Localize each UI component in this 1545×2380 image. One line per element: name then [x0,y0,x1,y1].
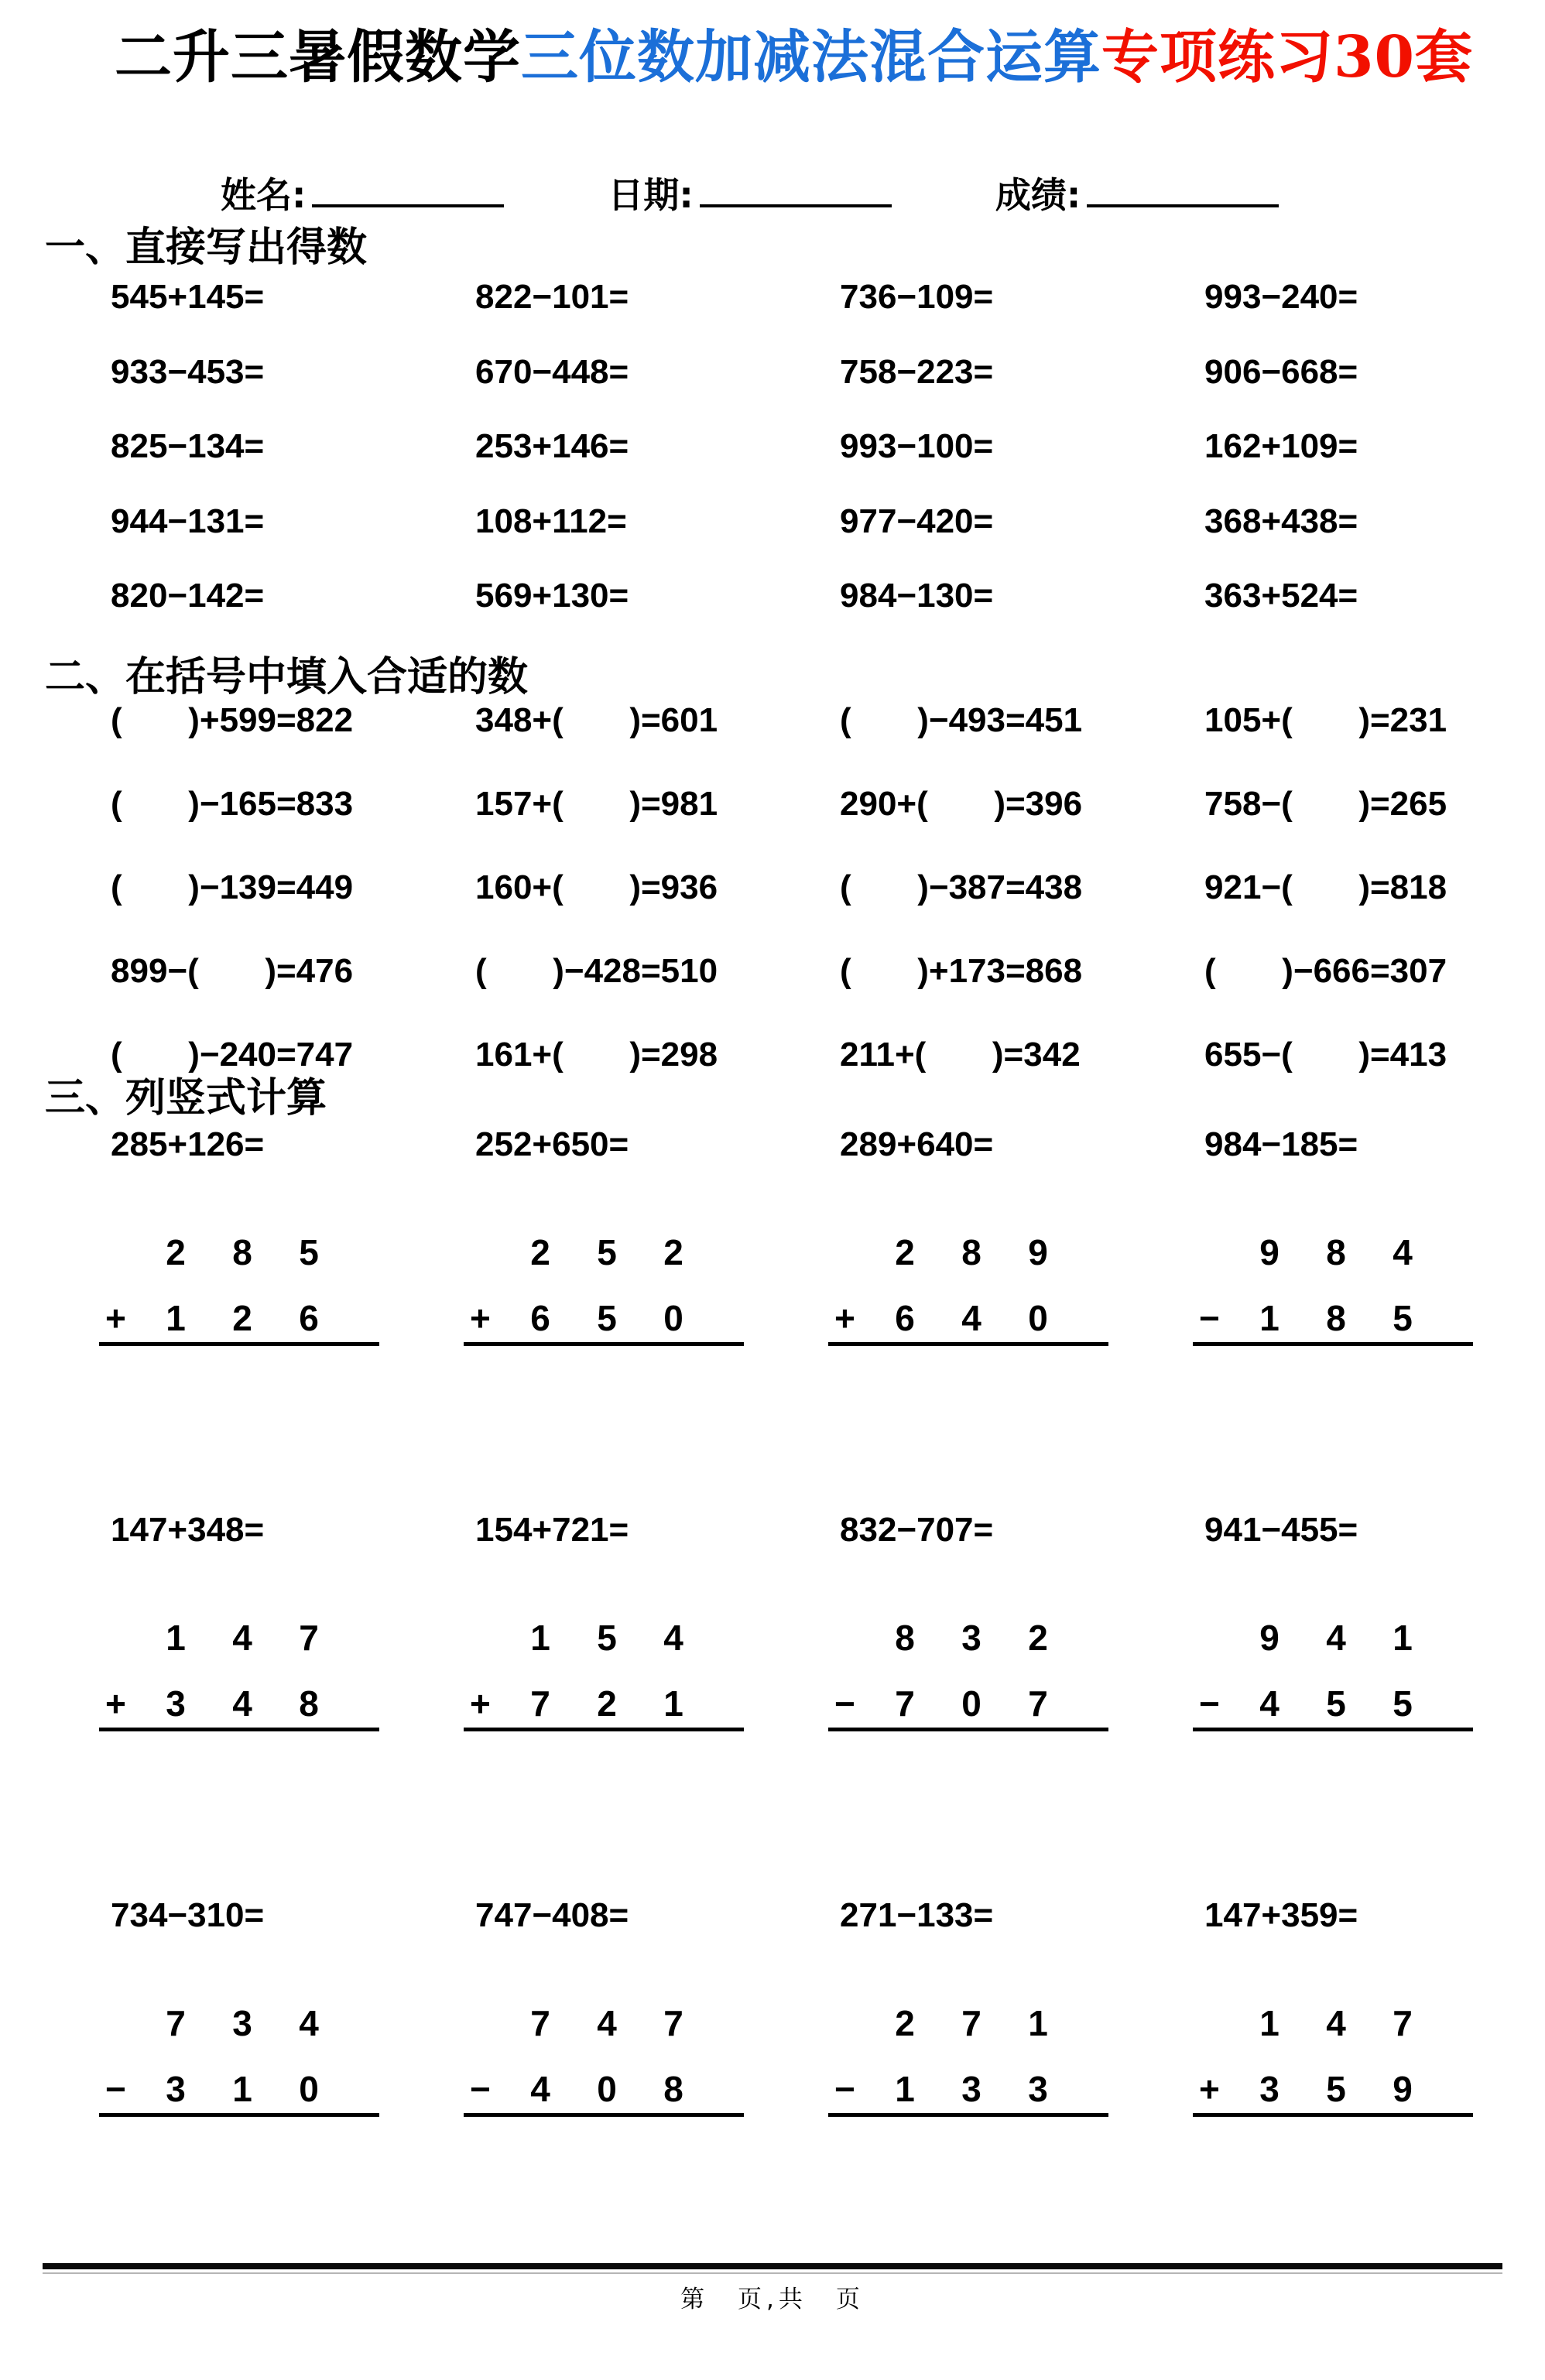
operator-sign: − [1199,1683,1220,1724]
operator-placeholder [99,2003,142,2044]
top-operand-row [1193,1618,1473,1659]
mental-math-problem: 758−223= [840,352,994,391]
column-calculation-block [1193,1232,1473,1346]
mental-math-problem: 363+524= [1204,577,1358,615]
column-calculation-block [464,1232,744,1346]
vertical-calculation-problem [470,1124,840,1346]
section1-problem-grid [111,277,1545,651]
operator-sign: + [834,1298,855,1338]
vertical-calculation-problem [834,1124,1204,1346]
top-operand-row [828,1618,1108,1659]
top-digit-ones: 2 [1028,1618,1048,1658]
equation-text: 252+650= [475,1125,629,1163]
section2-problem-grid [111,700,1545,1118]
operator-sign: + [105,1683,126,1724]
top-digit-hundreds: 1 [166,1618,186,1658]
bottom-digit-hundreds: 7 [530,1683,550,1724]
bottom-operand-row [99,2069,379,2110]
top-digit-hundreds: 2 [166,1232,186,1272]
top-digit-ones: 1 [1393,1618,1413,1658]
top-digit-ones: 7 [299,1618,319,1658]
operator-placeholder [99,1232,142,1273]
operator-placeholder [828,2003,872,2044]
section3-problem-grid [105,1124,1545,2280]
column-calculation-block [464,1618,744,1731]
top-digit-ones: 9 [1028,1232,1048,1272]
column-calculation-block [99,2003,379,2117]
bottom-operand-row [828,1298,1108,1339]
equation-text: 285+126= [111,1125,265,1163]
top-digit-ones: 1 [1028,2003,1048,2043]
top-digit-ones: 7 [663,2003,683,2043]
top-operand-row [1193,2003,1473,2044]
operator-placeholder [464,2003,507,2044]
column-calculation-block [464,2003,744,2117]
operator-placeholder [1193,1232,1236,1273]
answer-line [464,1342,744,1346]
top-digit-hundreds: 1 [1259,2003,1280,2043]
footer-rule-thin [43,2272,1502,2274]
column-calculation-block [828,2003,1108,2117]
equation-text: 984−185= [1204,1125,1358,1163]
answer-line [99,2113,379,2117]
operator-placeholder [99,1618,142,1659]
mental-math-problem: 670−448= [475,352,629,391]
bottom-digit-tens: 1 [232,2069,252,2109]
date-blank [700,172,892,207]
top-digit-tens: 4 [597,2003,617,2043]
bottom-digit-ones: 6 [299,1298,319,1338]
bottom-digit-ones: 0 [663,1298,683,1338]
top-digit-ones: 4 [663,1618,683,1658]
bottom-operand-row [1193,1298,1473,1339]
top-digit-tens: 5 [597,1232,617,1272]
date-label: 日期: [608,174,694,216]
top-digit-ones: 7 [1393,2003,1413,2043]
top-operand-row [99,1618,379,1659]
bottom-digit-ones: 3 [1028,2069,1048,2109]
top-operand-row [828,1232,1108,1273]
bottom-operand-row [828,2069,1108,2110]
bottom-digit-hundreds: 1 [166,1298,186,1338]
vertical-calculation-problem [105,1124,475,1346]
bottom-digit-ones: 1 [663,1683,683,1724]
operator-sign: + [105,1298,126,1338]
top-digit-hundreds: 8 [895,1618,915,1658]
equation-text: 832−707= [840,1511,994,1549]
column-calculation-block [828,1618,1108,1731]
top-digit-tens: 5 [597,1618,617,1658]
vertical-calculation-problem [1199,1509,1545,1731]
vertical-calculation-problem [834,1509,1204,1731]
top-operand-row [828,2003,1108,2044]
bottom-operand-row [464,1298,744,1339]
bottom-digit-hundreds: 3 [166,2069,186,2109]
fill-blank-problem: 348+( )=601 [475,701,718,739]
bottom-digit-tens: 4 [232,1683,252,1724]
vertical-calculation-problem [834,1895,1204,2117]
top-digit-tens: 8 [961,1232,981,1272]
bottom-digit-tens: 8 [1326,1298,1346,1338]
bottom-digit-hundreds: 6 [530,1298,550,1338]
section1-heading: 一、直接写出得数 [45,224,368,271]
student-info-row [221,172,1370,217]
fill-blank-problem: ( )−387=438 [840,868,1083,906]
bottom-digit-tens: 2 [597,1683,617,1724]
bottom-digit-tens: 5 [1326,2069,1346,2109]
name-label: 姓名: [221,174,307,216]
bottom-digit-tens: 3 [961,2069,981,2109]
equation-text: 147+359= [1204,1896,1358,1934]
column-calculation-block [1193,2003,1473,2117]
operator-placeholder [828,1232,872,1273]
fill-blank-problem: 758−( )=265 [1204,785,1447,823]
fill-blank-problem: ( )−240=747 [111,1036,354,1074]
mental-math-problem: 736−109= [840,278,994,316]
fill-blank-problem: 921−( )=818 [1204,868,1447,906]
mental-math-problem: 825−134= [111,427,265,465]
answer-line [1193,1728,1473,1731]
vertical-calculation-problem [470,1895,840,2117]
score-label: 成绩: [995,174,1081,216]
fill-blank-problem: ( )−165=833 [111,785,354,823]
bottom-digit-ones: 0 [299,2069,319,2109]
bottom-operand-row [828,1683,1108,1724]
fill-blank-problem: 160+( )=936 [475,868,718,906]
mental-math-problem: 977−420= [840,502,994,540]
bottom-digit-ones: 5 [1393,1298,1413,1338]
mental-math-problem: 368+438= [1204,502,1358,540]
answer-line [828,1342,1108,1346]
page-footer-text: 第 页,共 页 [680,2286,865,2313]
top-digit-tens: 4 [1326,1618,1346,1658]
footer-rule-thick [43,2263,1502,2269]
top-digit-hundreds: 9 [1259,1232,1280,1272]
fill-blank-problem: 290+( )=396 [840,785,1083,823]
section2-heading: 二、在括号中填入合适的数 [45,654,529,700]
equation-text: 289+640= [840,1125,994,1163]
bottom-digit-hundreds: 1 [895,2069,915,2109]
bottom-digit-ones: 5 [1393,1683,1413,1724]
operator-sign: − [105,2069,126,2109]
top-digit-ones: 4 [299,2003,319,2043]
bottom-operand-row [99,1683,379,1724]
top-operand-row [464,1232,744,1273]
operator-sign: + [470,1298,491,1338]
top-digit-tens: 4 [1326,2003,1346,2043]
top-digit-tens: 7 [961,2003,981,2043]
vertical-calculation-problem [470,1509,840,1731]
bottom-digit-ones: 0 [1028,1298,1048,1338]
top-operand-row [99,2003,379,2044]
mental-math-problem: 569+130= [475,577,629,615]
mental-math-problem: 906−668= [1204,352,1358,391]
top-digit-ones: 4 [1393,1232,1413,1272]
mental-math-problem: 993−240= [1204,278,1358,316]
answer-line [1193,2113,1473,2117]
bottom-operand-row [464,2069,744,2110]
date-field-group [608,174,891,216]
fill-blank-problem: ( )−428=510 [475,952,718,990]
equation-text: 154+721= [475,1511,629,1549]
bottom-digit-tens: 5 [1326,1683,1346,1724]
bottom-digit-tens: 5 [597,1298,617,1338]
fill-blank-problem: 655−( )=413 [1204,1036,1447,1074]
column-calculation-block [828,1232,1108,1346]
bottom-digit-hundreds: 7 [895,1683,915,1724]
column-calculation-block [99,1618,379,1731]
bottom-operand-row [464,1683,744,1724]
bottom-operand-row [1193,1683,1473,1724]
operator-sign: + [1199,2069,1220,2109]
equation-text: 734−310= [111,1896,265,1934]
answer-line [828,1728,1108,1731]
bottom-operand-row [99,1298,379,1339]
column-calculation-block [99,1232,379,1346]
top-digit-ones: 2 [663,1232,683,1272]
top-digit-hundreds: 7 [166,2003,186,2043]
bottom-digit-hundreds: 6 [895,1298,915,1338]
operator-placeholder [464,1232,507,1273]
top-operand-row [464,2003,744,2044]
operator-placeholder [828,1618,872,1659]
vertical-calculation-problem [105,1895,475,2117]
top-digit-hundreds: 9 [1259,1618,1280,1658]
top-digit-hundreds: 2 [530,1232,550,1272]
mental-math-problem: 984−130= [840,577,994,615]
score-blank [1087,172,1279,207]
fill-blank-problem: ( )+599=822 [111,701,354,739]
top-digit-hundreds: 7 [530,2003,550,2043]
top-digit-ones: 5 [299,1232,319,1272]
equation-text: 747−408= [475,1896,629,1934]
title-segment-black: 二升三暑假数学 [115,24,521,91]
vertical-calculation-problem [1199,1124,1545,1346]
answer-line [99,1728,379,1731]
answer-line [828,2113,1108,2117]
operator-placeholder [1193,1618,1236,1659]
top-digit-hundreds: 2 [895,1232,915,1272]
mental-math-problem: 993−100= [840,427,994,465]
equation-text: 271−133= [840,1896,994,1934]
mental-math-problem: 820−142= [111,577,265,615]
mental-math-problem: 108+112= [475,502,627,540]
bottom-digit-hundreds: 4 [530,2069,550,2109]
column-calculation-block [1193,1618,1473,1731]
title-segment-red: 专项练习30套 [1101,24,1473,91]
fill-blank-problem: 899−( )=476 [111,952,354,990]
top-operand-row [464,1618,744,1659]
answer-line [464,2113,744,2117]
fill-blank-problem: ( )+173=868 [840,952,1083,990]
bottom-digit-hundreds: 3 [166,1683,186,1724]
equation-text: 147+348= [111,1511,265,1549]
fill-blank-problem: 161+( )=298 [475,1036,718,1074]
top-digit-tens: 8 [1326,1232,1346,1272]
section3-heading: 三、列竖式计算 [45,1075,327,1122]
fill-blank-problem: ( )−493=451 [840,701,1083,739]
bottom-digit-hundreds: 3 [1259,2069,1280,2109]
fill-blank-problem: 211+( )=342 [840,1036,1081,1074]
equation-text: 941−455= [1204,1511,1358,1549]
vertical-calculation-problem [1199,1895,1545,2117]
operator-sign: − [470,2069,491,2109]
bottom-digit-ones: 7 [1028,1683,1048,1724]
operator-placeholder [464,1618,507,1659]
operator-sign: − [834,2069,855,2109]
mental-math-problem: 933−453= [111,352,265,391]
mental-math-problem: 253+146= [475,427,629,465]
top-digit-tens: 8 [232,1232,252,1272]
mental-math-problem: 162+109= [1204,427,1358,465]
top-digit-tens: 4 [232,1618,252,1658]
bottom-digit-hundreds: 4 [1259,1683,1280,1724]
name-blank [312,172,504,207]
fill-blank-problem: ( )−666=307 [1204,952,1447,990]
bottom-digit-tens: 0 [597,2069,617,2109]
worksheet-title [115,24,1473,91]
bottom-digit-tens: 0 [961,1683,981,1724]
mental-math-problem: 822−101= [475,278,629,316]
fill-blank-problem: 157+( )=981 [475,785,718,823]
operator-sign: − [834,1683,855,1724]
name-field-group [221,174,504,216]
bottom-digit-ones: 9 [1393,2069,1413,2109]
bottom-digit-hundreds: 1 [1259,1298,1280,1338]
mental-math-problem: 545+145= [111,278,265,316]
answer-line [99,1342,379,1346]
answer-line [1193,1342,1473,1346]
operator-sign: − [1199,1298,1220,1338]
top-digit-hundreds: 2 [895,2003,915,2043]
answer-line [464,1728,744,1731]
fill-blank-problem: ( )−139=449 [111,868,354,906]
top-operand-row [99,1232,379,1273]
bottom-digit-tens: 2 [232,1298,252,1338]
vertical-calculation-problem [105,1509,475,1731]
fill-blank-problem: 105+( )=231 [1204,701,1447,739]
bottom-digit-ones: 8 [299,1683,319,1724]
top-digit-hundreds: 1 [530,1618,550,1658]
top-operand-row [1193,1232,1473,1273]
operator-sign: + [470,1683,491,1724]
score-field-group [995,174,1279,216]
bottom-digit-ones: 8 [663,2069,683,2109]
bottom-digit-tens: 4 [961,1298,981,1338]
mental-math-problem: 944−131= [111,502,265,540]
title-segment-blue: 三位数加减法混合运算 [521,24,1101,91]
bottom-operand-row [1193,2069,1473,2110]
top-digit-tens: 3 [232,2003,252,2043]
operator-placeholder [1193,2003,1236,2044]
top-digit-tens: 3 [961,1618,981,1658]
